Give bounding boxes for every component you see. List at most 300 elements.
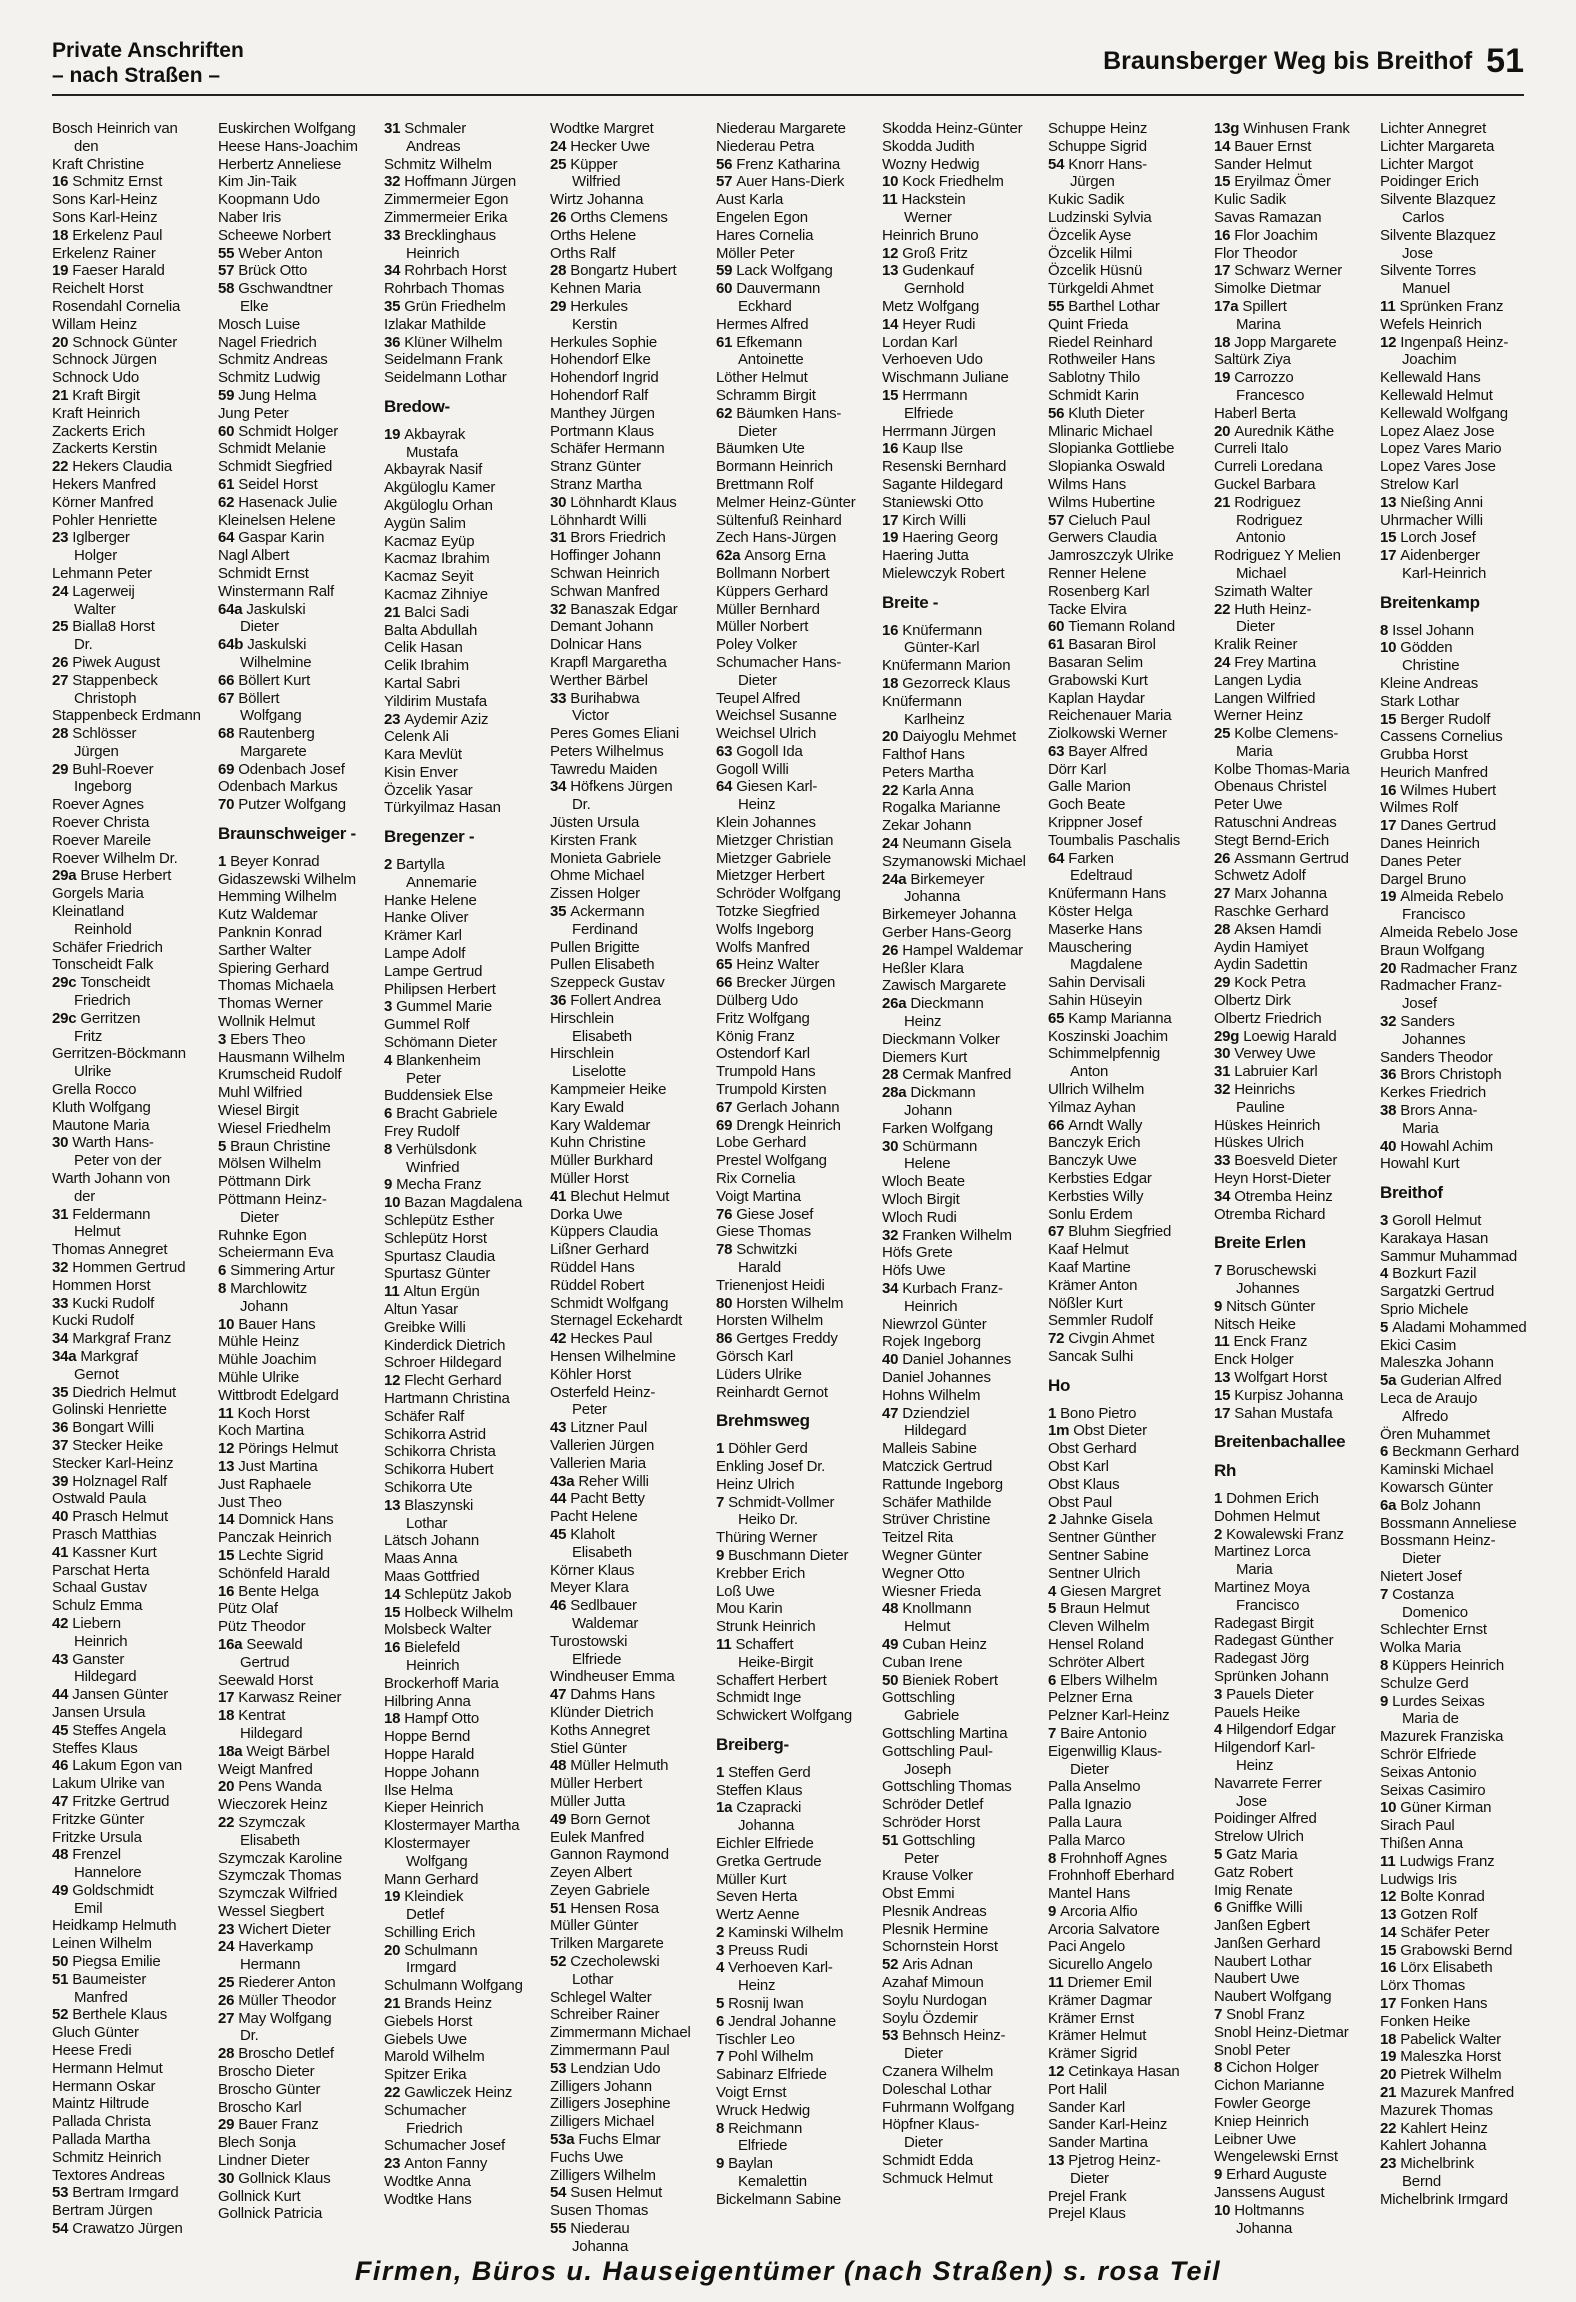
directory-entry <box>550 992 710 1010</box>
directory-entry <box>218 476 378 494</box>
resident-name: Braun Christine <box>230 1137 331 1155</box>
resident-name: Rodriguez <box>1234 493 1301 511</box>
resident-name: Knüfermann Marion <box>882 657 1011 675</box>
resident-name: Sablotny Thilo <box>1048 369 1140 387</box>
resident-name: Trienenjost Heidi <box>716 1276 825 1294</box>
resident-name: Wischmann Juliane <box>882 369 1009 387</box>
resident-name: Altun Ergün <box>403 1283 480 1301</box>
directory-entry <box>1380 298 1540 316</box>
resident-name: Hohendorf Ingrid <box>550 369 659 387</box>
resident-name: Civgin Ahmet <box>1068 1330 1155 1348</box>
directory-entry <box>550 1775 710 1793</box>
directory-entry <box>882 1867 1042 1885</box>
street-heading: Rh <box>1214 1461 1237 1481</box>
resident-name: Sons Karl-Heinz <box>52 208 158 226</box>
resident-name: Hildegard <box>240 1724 303 1742</box>
section-title-line1: Private Anschriften <box>52 39 244 62</box>
resident-name: Loewig Harald <box>1243 1027 1337 1045</box>
resident-name: Schlegel Walter <box>550 1988 652 2006</box>
street-heading: Braunschweiger - <box>218 824 356 844</box>
resident-name: Schäfer Ralf <box>384 1407 465 1425</box>
house-number: 8 <box>384 1140 397 1158</box>
resident-name: Schimmelpfennig <box>1048 1045 1161 1063</box>
resident-name: Schmidt Edda <box>882 2152 973 2170</box>
directory-entry <box>1380 1084 1540 1102</box>
entry-continuation <box>52 992 212 1010</box>
directory-entry <box>1380 1319 1540 1337</box>
directory-entry <box>550 1864 710 1882</box>
house-number: 8 <box>218 1280 231 1297</box>
house-number: 60 <box>1048 618 1069 636</box>
resident-name: Balci Sadi <box>404 603 469 621</box>
directory-entry <box>1380 138 1540 156</box>
directory-entry <box>1048 227 1208 245</box>
resident-name: Dohmen Helmut <box>1214 1507 1320 1525</box>
house-number: 19 <box>52 262 73 280</box>
directory-entry <box>52 245 212 263</box>
house-number: 20 <box>384 1941 405 1959</box>
resident-name: Thißen Anna <box>1380 1834 1463 1852</box>
house-number: 13 <box>882 262 903 280</box>
directory-entry <box>52 476 212 494</box>
resident-name: Kluth Dieter <box>1068 404 1145 422</box>
resident-name: Schaal Gustav <box>52 1579 147 1597</box>
resident-name: Szymczak <box>238 1813 306 1831</box>
resident-name: Fonken Heike <box>1380 2012 1471 2030</box>
resident-name: Bente Helga <box>238 1582 319 1600</box>
house-number: 35 <box>550 903 571 921</box>
resident-name: den <box>74 137 99 155</box>
resident-name: Hampel Waldemar <box>902 941 1023 959</box>
directory-entry <box>1048 1565 1208 1583</box>
house-number: 30 <box>882 1137 903 1155</box>
directory-entry <box>1380 2031 1540 2049</box>
directory-entry <box>1048 1295 1208 1313</box>
directory-entry <box>1048 1672 1208 1690</box>
resident-name: Mecha Franz <box>396 1176 482 1194</box>
resident-name: Lätsch Johann <box>384 1532 479 1550</box>
directory-entry <box>1048 1223 1208 1241</box>
house-number: 21 <box>1214 493 1235 511</box>
footer-note: Firmen, Büros u. Hauseigentümer (nach Straßen) s. rosa Teil <box>354 2256 1222 2286</box>
house-number: 5 <box>1214 1845 1227 1863</box>
house-number: 12 <box>218 1440 239 1458</box>
directory-entry <box>1214 867 1374 885</box>
resident-name: Hartmann Christina <box>384 1389 510 1407</box>
resident-name: Hoffmann Jürgen <box>404 173 517 191</box>
street-heading: Breithof <box>1380 1183 1443 1203</box>
directory-entry <box>1380 1942 1540 1960</box>
directory-entry <box>1214 992 1374 1010</box>
directory-entry <box>384 479 544 497</box>
house-number: 12 <box>1048 2063 1069 2081</box>
directory-entry <box>716 191 876 209</box>
resident-name: Seven Herta <box>716 1888 798 1906</box>
entry-continuation <box>52 1188 212 1206</box>
resident-name: Hilgendorf Karl- <box>1214 1739 1316 1757</box>
directory-entry <box>218 1405 378 1423</box>
house-number: 16 <box>218 1582 239 1600</box>
directory-entry <box>1380 334 1540 352</box>
directory-entry <box>384 1283 544 1301</box>
entry-continuation <box>1380 995 1540 1013</box>
directory-entry <box>1048 1796 1208 1814</box>
directory-entry <box>550 280 710 298</box>
resident-name: Johann <box>904 1102 953 1120</box>
directory-entry <box>384 1977 544 1995</box>
directory-entry <box>52 1259 212 1277</box>
directory-entry <box>882 1689 1042 1707</box>
house-number: 19 <box>384 425 405 443</box>
directory-entry <box>882 1031 1042 1049</box>
resident-name: Schumacher <box>384 2101 467 2119</box>
resident-name: Bolz Johann <box>1400 1496 1481 1514</box>
directory-entry <box>52 1437 212 1455</box>
directory-entry <box>384 622 544 640</box>
directory-entry <box>1380 1657 1540 1675</box>
resident-name: Olbertz Dirk <box>1214 992 1291 1010</box>
directory-entry <box>1380 1337 1540 1355</box>
directory-entry <box>218 1191 378 1209</box>
directory-entry <box>218 440 378 458</box>
directory-entry <box>384 2066 544 2084</box>
house-number: 7 <box>716 1493 729 1511</box>
resident-name: Kahlert Johanna <box>1380 2137 1487 2155</box>
directory-entry <box>52 1117 212 1135</box>
directory-entry <box>716 1600 876 1618</box>
resident-name: Born Gernot <box>570 1810 650 1828</box>
directory-entry <box>218 888 378 906</box>
directory-entry <box>1048 1814 1208 1832</box>
resident-name: Almeida Rebelo Jose <box>1380 924 1518 942</box>
directory-entry <box>384 2173 544 2191</box>
resident-name: Hilgendorf Edgar <box>1226 1721 1336 1739</box>
resident-name: Mielewczyk Robert <box>882 564 1005 582</box>
directory-entry <box>218 1583 378 1601</box>
resident-name: Herrmann <box>902 386 968 404</box>
resident-name: Karlheinz <box>904 710 965 728</box>
house-number: 48 <box>550 1757 571 1775</box>
resident-name: Szymczak Wilfried <box>218 1885 338 1903</box>
house-number: 49 <box>550 1810 571 1828</box>
house-number: 22 <box>384 2084 405 2102</box>
directory-entry <box>218 458 378 476</box>
resident-name: Brecker Jürgen <box>736 974 836 992</box>
resident-name: Kaaf Martine <box>1048 1259 1131 1276</box>
directory-entry <box>52 458 212 476</box>
house-number: 67 <box>1048 1223 1069 1241</box>
resident-name: Pauels Dieter <box>1226 1685 1314 1703</box>
directory-entry <box>1380 1888 1540 1906</box>
resident-name: Ziolkowski Werner <box>1048 725 1167 743</box>
directory-entry <box>1048 583 1208 601</box>
house-number: 62 <box>716 404 737 422</box>
resident-name: Gernot <box>74 1365 119 1383</box>
house-number: 25 <box>218 1974 239 1992</box>
resident-name: Diemers Kurt <box>882 1048 968 1066</box>
directory-entry <box>882 2063 1042 2081</box>
resident-name: Kleine Andreas <box>1380 674 1479 692</box>
directory-entry <box>384 1532 544 1550</box>
directory-entry <box>1214 405 1374 423</box>
resident-name: Turostowski <box>550 1632 628 1650</box>
directory-entry <box>218 1333 378 1351</box>
house-number: 17 <box>218 1689 239 1707</box>
resident-name: Prasch Matthias <box>52 1525 157 1543</box>
resident-name: Beyer Konrad <box>230 852 320 870</box>
directory-entry <box>52 1384 212 1402</box>
resident-name: Banczyk Erich <box>1048 1134 1141 1152</box>
house-number: 45 <box>550 1525 571 1543</box>
directory-entry <box>1214 173 1374 191</box>
resident-name: Holtmanns <box>1234 2201 1305 2219</box>
house-number: 13 <box>1048 2152 1069 2170</box>
directory-entry <box>716 1995 876 2013</box>
directory-entry <box>1048 743 1208 761</box>
resident-name: Steffen Gerd <box>728 1763 811 1781</box>
house-number: 18 <box>384 1710 405 1728</box>
directory-entry <box>52 316 212 334</box>
resident-name: Jose <box>1236 1792 1267 1810</box>
resident-name: Jamroszczyk Ulrike <box>1048 547 1174 565</box>
resident-name: Daiyoglu Mehmet <box>902 728 1016 746</box>
directory-entry <box>1214 1775 1374 1793</box>
directory-entry <box>1214 1117 1374 1135</box>
resident-name: Cichon Marianne <box>1214 2077 1325 2095</box>
resident-name: Szeppeck Gustav <box>550 974 665 992</box>
house-number: 10 <box>882 173 903 191</box>
directory-entry <box>384 334 544 352</box>
directory-entry <box>1048 2081 1208 2099</box>
house-number: 42 <box>550 1330 571 1348</box>
directory-entry <box>550 1045 710 1063</box>
directory-entry <box>716 1458 876 1476</box>
house-number: 37 <box>52 1436 73 1454</box>
resident-name: Kieper Heinrich <box>384 1799 484 1817</box>
resident-name: Pietrek Wilhelm <box>1400 2066 1502 2084</box>
directory-entry <box>384 1924 544 1942</box>
resident-name: Schaffert <box>735 1635 794 1653</box>
directory-entry <box>1048 707 1208 725</box>
directory-entry <box>384 1782 544 1800</box>
resident-name: Semmler Rudolf <box>1048 1312 1153 1330</box>
directory-entry <box>550 1668 710 1686</box>
directory-entry <box>52 832 212 850</box>
resident-name: Brockerhoff Maria <box>384 1674 499 1692</box>
directory-entry <box>716 939 876 957</box>
directory-entry <box>1214 2042 1374 2060</box>
directory-entry <box>218 1049 378 1067</box>
resident-name: Seidel Horst <box>238 475 318 493</box>
directory-entry <box>882 369 1042 387</box>
resident-name: Giese Thomas <box>716 1223 811 1241</box>
resident-name: Küppers Heinrich <box>1392 1656 1504 1674</box>
directory-entry <box>1214 1828 1374 1846</box>
resident-name: Poidinger Alfred <box>1214 1810 1317 1828</box>
directory-entry <box>1380 191 1540 209</box>
resident-name: Szimath Walter <box>1214 582 1313 600</box>
resident-name: Blech Sonja <box>218 2134 296 2152</box>
resident-name: Akbayrak Nasif <box>384 461 483 479</box>
entry-continuation <box>882 405 1042 423</box>
directory-entry <box>1380 1995 1540 2013</box>
directory-entry <box>1214 2095 1374 2113</box>
resident-name: Schmitz Ludwig <box>218 369 321 387</box>
house-number: 80 <box>716 1294 737 1312</box>
resident-name: Schroer Hildegard <box>384 1354 502 1372</box>
house-number: 49 <box>52 1881 73 1899</box>
directory-entry <box>716 173 876 191</box>
resident-name: Pütz Theodor <box>218 1618 306 1636</box>
street-heading: Breiberg- <box>716 1734 789 1754</box>
resident-name: Kinderdick Dietrich <box>384 1336 506 1354</box>
resident-name: Schröter Albert <box>1048 1653 1145 1671</box>
resident-name: Enck Holger <box>1214 1351 1294 1369</box>
directory-entry <box>1048 1778 1208 1796</box>
house-number: 6a <box>1380 1496 1401 1514</box>
resident-name: Baumeister <box>72 1970 147 1988</box>
resident-name: Diedrich Helmut <box>72 1383 176 1401</box>
resident-name: Grabowski Bernd <box>1400 1941 1513 1959</box>
resident-name: Kukic Sadik <box>1048 191 1125 209</box>
directory-entry <box>716 458 876 476</box>
resident-name: Liebern <box>72 1614 121 1632</box>
house-number: 28a <box>882 1084 911 1102</box>
directory-entry <box>218 2045 378 2063</box>
house-number: 29 <box>550 297 571 315</box>
resident-name: Engelen Egon <box>716 208 808 226</box>
directory-entry <box>1380 1871 1540 1889</box>
resident-name: Weichsel Ulrich <box>716 725 817 743</box>
directory-entry <box>52 1846 212 1864</box>
directory-entry <box>1380 1568 1540 1586</box>
house-number: 47 <box>882 1404 903 1422</box>
directory-entry <box>882 764 1042 782</box>
street-heading: Bredow- <box>384 396 450 416</box>
resident-name: Koszinski Joachim <box>1048 1027 1168 1045</box>
house-number: 23 <box>384 2155 405 2173</box>
directory-entry <box>882 942 1042 960</box>
house-number: 15 <box>1214 1386 1235 1404</box>
house-number: 10 <box>218 1315 239 1333</box>
resident-name: Bruse Herbert <box>80 867 172 885</box>
directory-entry <box>1380 1799 1540 1817</box>
resident-name: Johanna <box>904 888 961 906</box>
resident-name: Fowler George <box>1214 2095 1311 2113</box>
resident-name: Kleinelsen Helene <box>218 511 336 529</box>
resident-name: Maria de <box>1402 1710 1459 1728</box>
directory-entry <box>384 1871 544 1889</box>
resident-name: Domenico <box>1402 1603 1468 1621</box>
resident-name: Langen Wilfried <box>1214 689 1316 707</box>
resident-name: Schlösser <box>72 725 137 743</box>
house-number: 26 <box>218 1991 239 2009</box>
resident-name: Roever Mareile <box>52 831 151 849</box>
directory-entry <box>218 690 378 708</box>
house-number: 15 <box>882 386 903 404</box>
resident-name: Hildegard <box>74 1668 137 1686</box>
house-number: 23 <box>384 710 405 728</box>
directory-entry <box>218 1814 378 1832</box>
house-number: 66 <box>1048 1116 1069 1134</box>
entry-continuation <box>218 743 378 761</box>
directory-entry <box>716 956 876 974</box>
directory-entry <box>1048 1010 1208 1028</box>
house-number: 60 <box>218 422 239 440</box>
directory-entry <box>550 1740 710 1758</box>
resident-name: Kraft Birgit <box>72 386 140 404</box>
directory-entry <box>384 728 544 746</box>
directory-entry <box>550 1312 710 1330</box>
resident-name: Dieter <box>738 422 777 440</box>
resident-name: Heinrich <box>904 1297 958 1315</box>
resident-name: Gretka Gertrude <box>716 1852 822 1870</box>
resident-name: Wolfs Ingeborg <box>716 920 814 938</box>
entry-continuation <box>1214 1757 1374 1775</box>
directory-entry <box>550 440 710 458</box>
entry-continuation <box>882 1850 1042 1868</box>
directory-entry <box>882 138 1042 156</box>
directory-entry <box>882 494 1042 512</box>
resident-name: Lordan Karl <box>882 333 958 351</box>
resident-name: Fritz <box>74 1027 103 1045</box>
directory-entry <box>550 956 710 974</box>
resident-name: Kampmeier Heike <box>550 1081 667 1099</box>
resident-name: Kaminski Wilhelm <box>728 1923 844 1941</box>
directory-entry <box>882 1244 1042 1262</box>
resident-name: Fuchs Elmar <box>578 2131 661 2149</box>
resident-name: Schaffert Herbert <box>716 1671 827 1689</box>
entry-continuation <box>1380 1710 1540 1728</box>
house-number: 6 <box>218 1262 231 1280</box>
house-number: 11 <box>716 1635 736 1653</box>
house-number: 29c <box>52 1009 81 1027</box>
house-number: 16 <box>52 173 73 191</box>
resident-name: Pauline <box>1236 1098 1285 1116</box>
directory-entry <box>716 1010 876 1028</box>
resident-name: Wruck Hedwig <box>716 2101 811 2119</box>
entry-continuation <box>1380 1408 1540 1426</box>
resident-name: Marchlowitz <box>230 1280 308 1297</box>
directory-entry <box>1380 1853 1540 1871</box>
resident-name: Ludzinski Sylvia <box>1048 208 1152 226</box>
resident-name: Wilms Hubertine <box>1048 493 1156 511</box>
directory-entry <box>218 1280 378 1298</box>
directory-entry <box>1214 2077 1374 2095</box>
directory-entry <box>550 1081 710 1099</box>
directory-entry <box>1048 992 1208 1010</box>
resident-name: Kowalewski Franz <box>1226 1525 1344 1543</box>
resident-name: Roever Christa <box>52 814 150 832</box>
resident-name: Hekers Claudia <box>72 458 173 476</box>
directory-entry <box>52 707 212 725</box>
resident-name: Doleschal Lothar <box>882 2080 992 2098</box>
directory-entry <box>716 1871 876 1889</box>
directory-entry <box>550 903 710 921</box>
resident-name: Maria <box>1236 742 1273 760</box>
resident-name: Kucki Rudolf <box>72 1294 155 1312</box>
directory-entry <box>1380 2084 1540 2102</box>
house-number: 34 <box>1214 1187 1235 1205</box>
house-number: 7 <box>1214 1262 1227 1280</box>
resident-name: Knüfermann <box>882 692 962 710</box>
resident-name: Heckes Paul <box>570 1330 653 1348</box>
resident-name: Gummel Marie <box>396 998 493 1016</box>
directory-entry <box>1048 262 1208 280</box>
resident-name: Carrozzo <box>1234 369 1294 387</box>
resident-name: Peter <box>572 1401 607 1419</box>
entry-continuation <box>384 444 544 462</box>
